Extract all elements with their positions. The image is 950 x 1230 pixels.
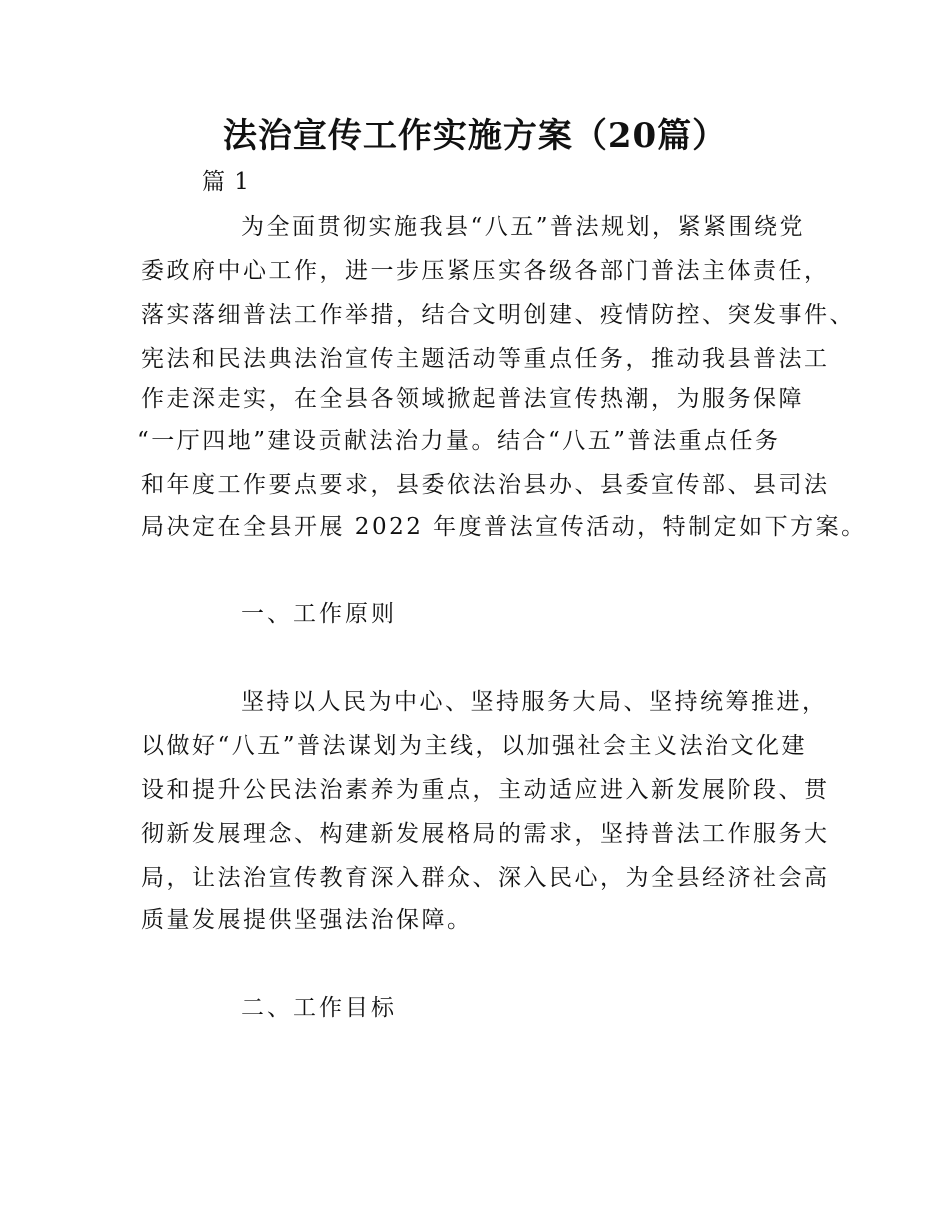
paragraph-line: 以做好“八五”普法谋划为主线，以加强社会主义法治文化建 [141, 733, 808, 759]
paragraph-line: 局，让法治宣传教育深入群众、深入民心，为全县经济社会高 [141, 865, 830, 891]
section-heading-goals: 二、工作目标 [241, 995, 397, 1021]
section-heading-principles: 一、工作原则 [241, 601, 397, 627]
paragraph-line: 质量发展提供坚强法治保障。 [141, 907, 473, 933]
document-title: 法治宣传工作实施方案（20篇） [222, 116, 728, 156]
paragraph-line: “一厅四地”建设贡献法治力量。结合“八五”普法重点任务 [137, 428, 781, 454]
paragraph-line: 委政府中心工作，进一步压紧压实各级各部门普法主体责任， [141, 258, 830, 284]
paragraph-line: 设和提升公民法治素养为重点，主动适应进入新发展阶段、贯 [141, 777, 830, 803]
chapter-label: 篇 1 [202, 169, 250, 195]
paragraph-line: 作走深走实，在全县各领域掀起普法宣传热潮，为服务保障 [141, 386, 804, 412]
paragraph-line: 为全面贯彻实施我县“八五”普法规划，紧紧围绕党 [241, 214, 806, 240]
paragraph-line: 宪法和民法典法治宣传主题活动等重点任务，推动我县普法工 [141, 346, 830, 372]
paragraph-line: 坚持以人民为中心、坚持服务大局、坚持统筹推进， [241, 689, 828, 715]
paragraph-line: 彻新发展理念、构建新发展格局的需求，坚持普法工作服务大 [141, 821, 830, 847]
paragraph-line: 局决定在全县开展 2022 年度普法宣传活动，特制定如下方案。 [141, 514, 867, 540]
paragraph-line: 和年度工作要点要求，县委依法治县办、县委宣传部、县司法 [141, 472, 830, 498]
paragraph-line: 落实落细普法工作举措，结合文明创建、疫情防控、突发事件、 [141, 302, 855, 328]
